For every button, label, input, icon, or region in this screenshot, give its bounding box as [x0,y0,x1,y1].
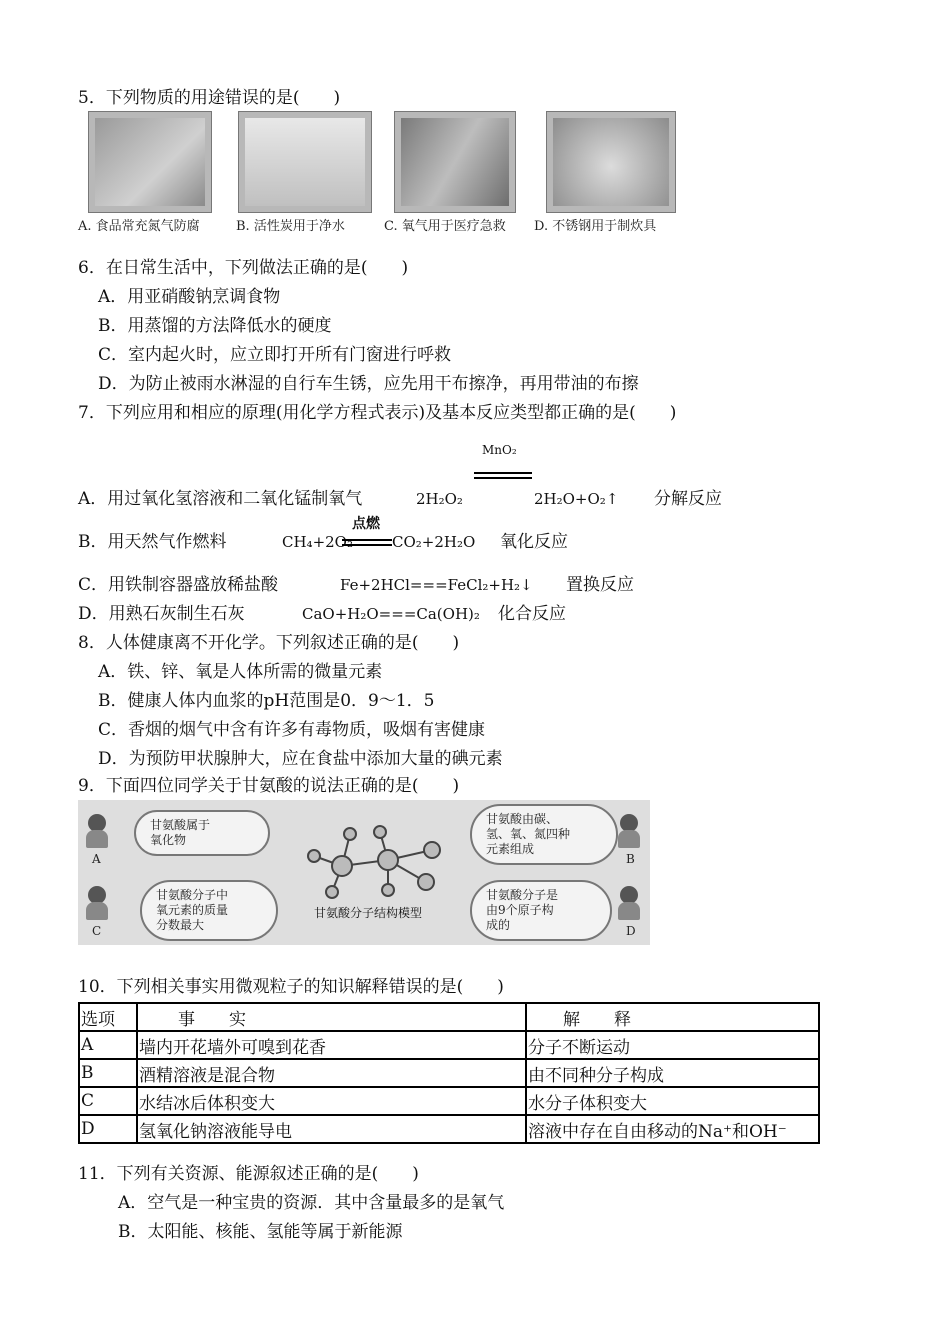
q9-cloud-a: 甘氨酸属于 氧化物 [134,810,270,856]
q9-molecule-model-icon [292,820,462,908]
q6-option-c: C．室内起火时，应立即打开所有门窗进行呼救 [98,345,452,365]
q7-a-text: A．用过氧化氢溶液和二氧化锰制氧气 [78,489,363,509]
q9-student-c-icon [84,886,110,920]
q7-c-equation: Fe+2HCl===FeCl₂+H₂↓ [340,576,533,594]
q7-a-equals-sign [474,472,532,479]
q11-stem: 11．下列有关资源、能源叙述正确的是( ) [78,1164,419,1184]
row-option: D [79,1115,137,1143]
q9-student-a-icon [84,814,110,848]
table-row [79,1115,819,1143]
q5-stem: 5．下列物质的用途错误的是( ) [78,88,341,108]
table-header-row [79,1003,819,1031]
row-option: A [79,1031,137,1059]
q5-photo-d [546,111,676,213]
q6-option-a: A．用亚硝酸钠烹调食物 [98,287,281,307]
header-option: 选项 [79,1003,137,1031]
q9-stem: 9．下面四位同学关于甘氨酸的说法正确的是( ) [78,776,460,796]
q5-photo-c [394,111,516,213]
q9-student-d-icon [616,886,642,920]
q5-photo-b [238,111,372,213]
q7-c-text: C．用铁制容器盛放稀盐酸 [78,575,279,595]
q8-option-b: B．健康人体内血浆的pH范围是0．9～1．5 [98,691,435,711]
header-explanation: 解 释 [526,1003,819,1031]
q7-a-catalyst: MnO₂ [482,443,517,457]
q5-caption-a: A. 食品常充氮气防腐 [78,219,200,234]
q5-caption-c: C. 氧气用于医疗急救 [384,219,506,234]
q7-d-equation: CaO+H₂O===Ca(OH)₂ [302,605,480,623]
table-row [79,1087,819,1115]
q9-cloud-c: 甘氨酸分子中 氧元素的质量 分数最大 [140,880,278,941]
q9-label-b: B [626,852,635,866]
row-option: C [79,1087,137,1115]
row-explanation: 溶液中存在自由移动的Na⁺和OH⁻ [526,1115,819,1143]
q9-illustration [78,800,650,945]
q11-option-a: A．空气是一种宝贵的资源．其中含量最多的是氧气 [118,1193,505,1213]
header-fact: 事 实 [137,1003,526,1031]
q9-cloud-b: 甘氨酸由碳、 氢、氧、氮四种 元素组成 [470,804,618,865]
q8-option-a: A．铁、锌、氧是人体所需的微量元素 [98,662,383,682]
q7-b-reactant: CH₄+2O₂ [282,533,353,551]
row-fact: 水结冰后体积变大 [137,1087,526,1115]
q8-option-c: C．香烟的烟气中含有许多有毒物质，吸烟有害健康 [98,720,486,740]
q10-table [78,1002,820,1144]
q7-b-condition: 点燃 [352,516,380,532]
row-explanation: 分子不断运动 [526,1031,819,1059]
q5-photo-strip [78,111,678,233]
q6-option-b: B．用蒸馏的方法降低水的硬度 [98,316,332,336]
table-row [79,1059,819,1087]
q7-d-text: D．用熟石灰制生石灰 [78,604,245,624]
row-fact: 氢氧化钠溶液能导电 [137,1115,526,1143]
row-fact: 酒精溶液是混合物 [137,1059,526,1087]
row-option: B [79,1059,137,1087]
q9-label-d: D [626,924,636,938]
q7-stem: 7．下列应用和相应的原理(用化学方程式表示)及基本反应类型都正确的是( ) [78,403,677,423]
row-explanation: 水分子体积变大 [526,1087,819,1115]
q6-option-d: D．为防止被雨水淋湿的自行车生锈，应先用干布擦净，再用带油的布擦 [98,374,639,394]
q7-a-reactant: 2H₂O₂ [416,490,463,508]
q9-student-b-icon [616,814,642,848]
q7-a-type: 分解反应 [654,489,722,509]
table-row [79,1031,819,1059]
q6-stem: 6．在日常生活中，下列做法正确的是( ) [78,258,409,278]
q7-b-product: CO₂+2H₂O [392,533,476,551]
q10-stem: 10．下列相关事实用微观粒子的知识解释错误的是( ) [78,977,504,997]
row-fact: 墙内开花墙外可嗅到花香 [137,1031,526,1059]
q9-cloud-d: 甘氨酸分子是 由9个原子构 成的 [470,880,612,941]
q5-caption-b: B. 活性炭用于净水 [236,219,345,234]
q8-stem: 8．人体健康离不开化学。下列叙述正确的是( ) [78,633,460,653]
row-explanation: 由不同种分子构成 [526,1059,819,1087]
q5-caption-d: D. 不锈钢用于制炊具 [534,219,657,234]
q5-photo-a [88,111,212,213]
q7-c-type: 置换反应 [566,575,634,595]
q7-b-type: 氧化反应 [500,532,568,552]
q9-label-c: C [92,924,102,938]
q11-option-b: B．太阳能、核能、氢能等属于新能源 [118,1222,403,1242]
q8-option-d: D．为预防甲状腺肿大，应在食盐中添加大量的碘元素 [98,749,503,769]
q7-d-type: 化合反应 [498,604,566,624]
q7-a-product: 2H₂O+O₂↑ [534,490,619,508]
q9-label-a: A [92,852,101,866]
q7-b-equals-sign [342,539,392,546]
q9-model-caption: 甘氨酸分子结构模型 [314,906,423,920]
q7-b-text: B．用天然气作燃料 [78,532,227,552]
